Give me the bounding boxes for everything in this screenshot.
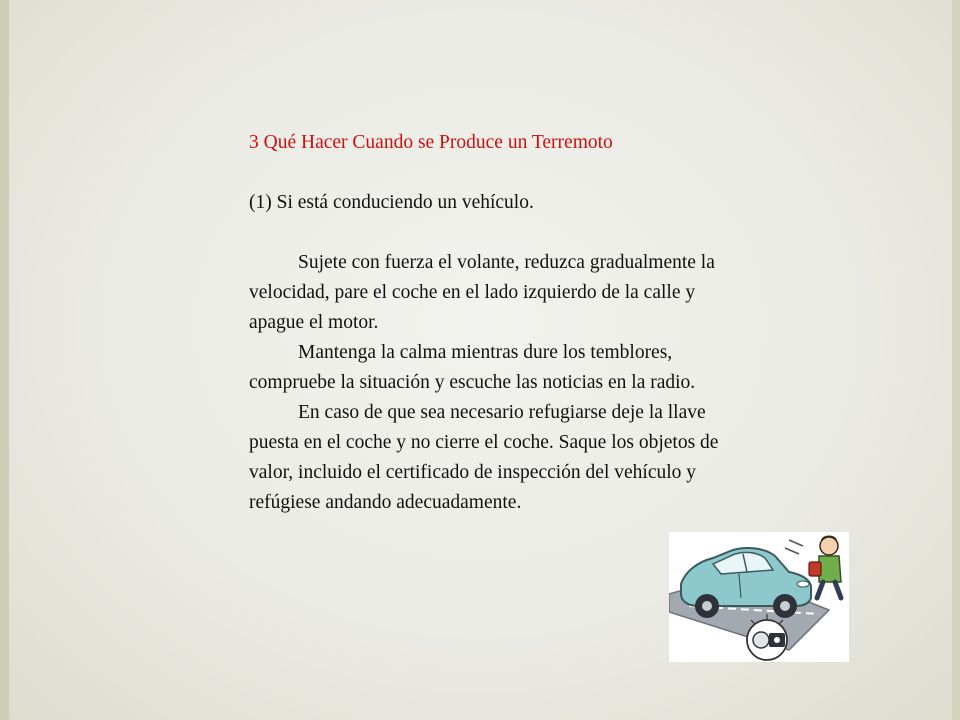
paragraph-2 [249, 338, 719, 398]
car-evacuation-icon [669, 532, 849, 662]
paragraph-2-first-line: Mantenga la calma mientras dure los [298, 342, 586, 363]
paragraph-3 [249, 398, 719, 518]
key-icon [753, 632, 769, 648]
paragraph-3-rest: refugiarse deje la llave puesta en el coche y no cierre el coche. Saque los objetos de valor, incluido el certificado de inspección del vehículo y refúgiese andando adecuadamente. [249, 402, 719, 513]
person-head [820, 537, 838, 555]
paragraph-2-rest: temblores, compruebe la situación y escuche las noticias en la radio. [249, 342, 696, 393]
person-body [819, 556, 841, 582]
paragraph-3-first-line: En caso de que sea necesario [298, 402, 524, 423]
slide-title: 3 Qué Hacer Cuando se Produce un Terremoto [249, 132, 613, 153]
slide-subtitle: (1) Si está conduciendo un vehículo. [249, 192, 534, 213]
slide-text-block [249, 128, 719, 518]
slide-frame-right [952, 0, 960, 720]
paragraph-1 [249, 248, 719, 338]
car-evacuation-illustration [669, 532, 849, 662]
bag-icon [809, 562, 821, 576]
paragraph-1-first-line: Sujete con fuerza el volante, reduzca [298, 252, 585, 273]
slide-frame-left [0, 0, 9, 720]
paragraph-1-rest: gradualmente la velocidad, pare el coche en el lado izquierdo de la calle y apague el motor. [249, 252, 715, 333]
